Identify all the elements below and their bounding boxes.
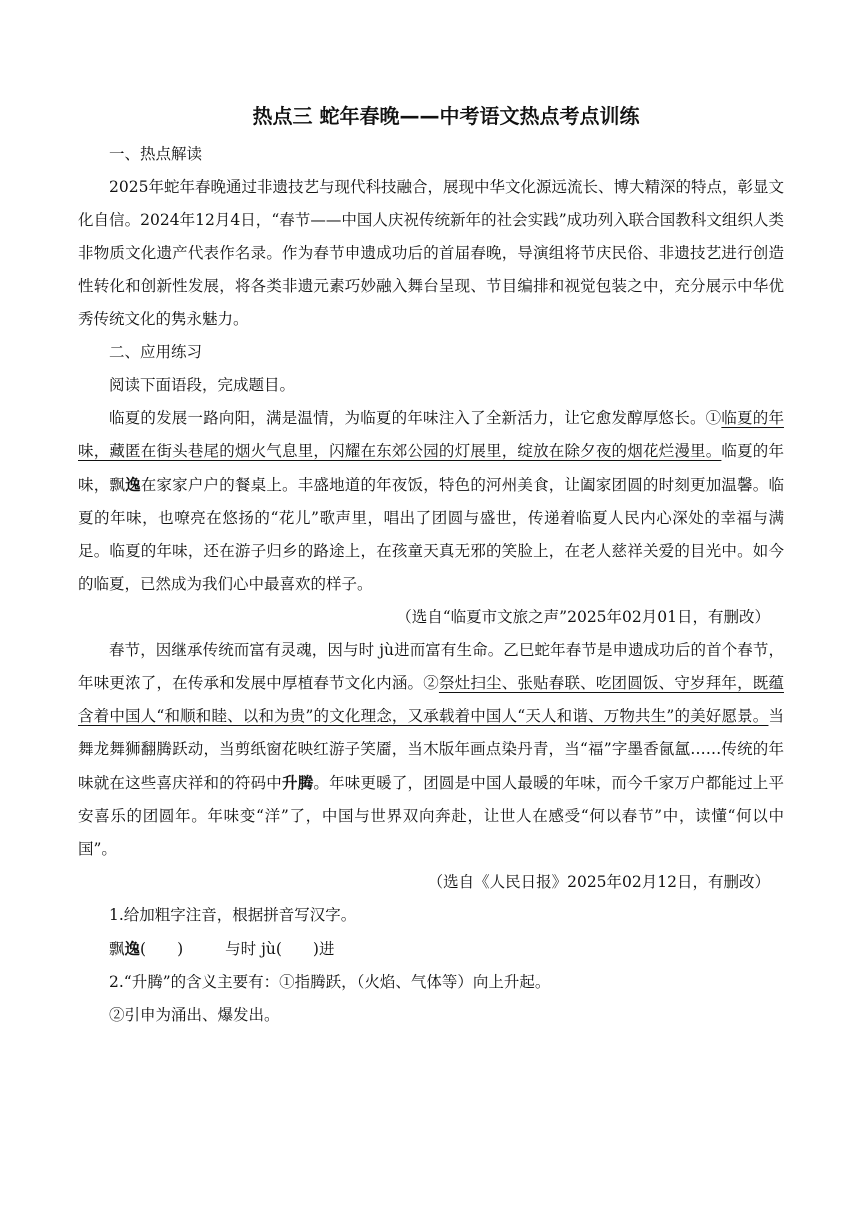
passage-1-text-a: 临夏的发展一路向阳，满是温情，为临夏的年味注入了全新活力，让它愈发醇厚悠长。 <box>109 409 706 427</box>
document-page <box>78 100 784 1032</box>
passage-2-text-b: 当舞龙舞狮翻腾跃动，当剪纸窗花映红游子笑靥，当木版年画点染丹青，当“福”字墨香氤氲……传统的年味就在这些喜庆祥和的符码中 <box>78 707 784 792</box>
question-1: 1.给加粗字注音，根据拼音写汉字。 <box>109 906 357 924</box>
passage-1-text-c: 在家家户户的餐桌上。丰盛地道的年夜饭，特色的河州美食，让阖家团圆的时刻更加温馨。临夏的年味，也嘹亮在悠扬的“花儿”歌声里，唱出了团圆与盛世，传递着临夏人民内心深处的幸福与满足。临夏的年味，还在游子归乡的路途上，在孩童天真无邪的笑脸上，在老人慈祥关爱的目光中。如今的临夏，已然成为我们心中最喜欢的样子。 <box>78 476 784 593</box>
underlined-sentence-2: 祭灶扫尘、张贴春联、吃团圆饭、守岁拜年，既蕴含着中国人“和顺和睦、以和为贵”的文化理念，又承载着中国人“天人和谐、万物共生”的美好愿景。 <box>78 674 784 725</box>
q1-item2[interactable]: 与时 jù( )进 <box>225 940 335 958</box>
passage-2 <box>78 634 784 866</box>
question-1-items <box>78 932 784 966</box>
passage-1-source: （选自“临夏市文旅之声”2025年02月01日，有删改） <box>396 608 770 626</box>
section-heading-1: 一、热点解读 <box>109 145 203 163</box>
sentence-marker-1: ① <box>705 409 722 427</box>
bold-word-shengteng: 升腾 <box>282 773 314 792</box>
question-2-line-2: ②引申为涌出、爆发出。 <box>109 1006 280 1024</box>
intro-paragraph: 2025年蛇年春晚通过非遗技艺与现代科技融合，展现中华文化源远流长、博大精深的特点，彰显文化自信。2024年12月4日，“春节——中国人庆祝传统新年的社会实践”成功列入联合国教科文组织人类非物质文化遗产代表作名录。作为春节申遗成功后的首届春晚，导演组将节庆民俗、非遗技艺进行创造性转化和创新性发展，将各类非遗元素巧妙融入舞台呈现、节目编排和视觉包装之中，充分展示中华优秀传统文化的隽永魅力。 <box>78 178 784 328</box>
q1-item1-bold: 逸 <box>124 939 141 958</box>
sentence-marker-2: ② <box>423 674 439 692</box>
passage-2-text-a: 春节，因继承传统而富有灵魂，因与时 jù进而富有生命。乙巳蛇年春节是申遗成功后的首个春节，年味更浓了，在传承和发展中厚植春节文化内涵。 <box>78 641 785 692</box>
passage-1-text-b: 临夏的年味，飘 <box>78 442 784 494</box>
question-2: 2.“升腾”的含义主要有：①指腾跃，（火焰、气体等）向上升起。 <box>109 973 551 991</box>
underlined-sentence-1: 临夏的年味，藏匿在街头巷尾的烟火气息里，闪耀在东郊公园的灯展里，绽放在除夕夜的烟花烂漫里。 <box>78 409 784 460</box>
reading-instruction: 阅读下面语段，完成题目。 <box>109 376 296 394</box>
passage-2-source: （选自《人民日报》2025年02月12日，有删改） <box>427 873 770 891</box>
q1-item1-blank[interactable]: ( ) <box>140 940 184 958</box>
page-title: 热点三 蛇年春晚——中考语文热点考点训练 <box>252 104 640 128</box>
passage-2-text-c: 。年味更暖了，团圆是中国人最暖的年味，而今千家万户都能过上平安喜乐的团圆年。年味变“洋”了，中国与世界双向奔赴，让世人在感受“何以春节”中，读懂“何以中国”。 <box>78 774 784 858</box>
q1-item1-prefix: 飘 <box>109 940 125 958</box>
section-heading-2: 二、应用练习 <box>109 343 203 361</box>
passage-1 <box>78 402 784 601</box>
bold-char-yi: 逸 <box>125 475 141 494</box>
